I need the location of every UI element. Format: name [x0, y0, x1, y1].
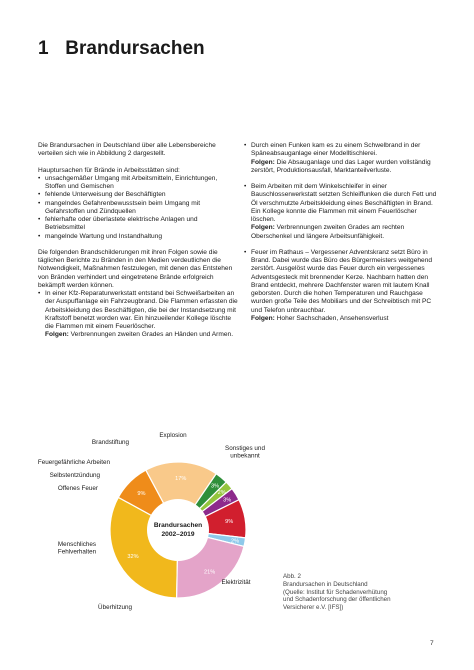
caption-figure-number: Abb. 2	[283, 573, 301, 580]
case-text: In einer Kfz-Reparaturwerkstatt entstand bei Schweißarbeiten an der Auspuffanlage ein Fahrzeugbrand. Die Flammen erfassten die Arbeitskleidung des Beschäftigten, die bei der Instandsetzung mit Kraftstoff benetzt worden war. Ein hinzueilender Kollege löschte die Flammen mit einem Feuerlöscher.	[45, 290, 238, 330]
caption-title: Brandursachen in Deutschland	[283, 580, 368, 588]
pie-value-label: 17%	[175, 476, 187, 483]
pie-value-label: 21%	[203, 569, 216, 576]
list-item: • mangelndes Gefahrenbewusstsein beim Umgang mit Gefahrstoffen und Zündquellen	[38, 200, 238, 217]
case-kfz-werkstatt: • In einer Kfz-Reparaturwerkstatt entstand bei Schweißarbeiten an der Auspuffanlage ein Fahrzeugbrand. Die Flammen erfassten die Arbeitskleidung des Beschäftigten, die bei der Instandsetzung mit Kraftstoff benetzt worden war. Ein hinzueilender Kollege löschte die Flammen mit einem Feuerlöscher. Folgen: Verbrennungen zweiten Grades an Händen und Armen.	[38, 290, 238, 339]
section-title: Brandursachen	[65, 38, 205, 59]
caption-source-line: Versicherer e.V. [IFS])	[283, 604, 344, 612]
case-tischlerei: • Durch einen Funken kam es zu einem Schwelbrand in der Späneabsauganlage einer Modelltischlerei. Folgen: Die Absauganlage und das Lager wurden vollständig zerstört, Produktionsausfall, Marktanteilverluste.	[244, 142, 431, 174]
left-column	[38, 142, 238, 340]
pie-category-label: Elektrizität	[221, 579, 251, 586]
pie-category-label: Menschliches Fehlverhalten	[57, 541, 97, 556]
pie-center-label-line1: Brandursachen	[153, 522, 203, 529]
folgen-label: Folgen:	[45, 331, 69, 339]
case-text: Durch einen Funken kam es zu einem Schwelbrand in der Späneabsauganlage einer Modelltischlerei.	[251, 142, 421, 158]
list-item: • fehlerhafte oder überlastete elektrische Anlagen und Betriebsmittel	[38, 216, 238, 233]
hauptursachen-title: Hauptursachen für Brände in Arbeitsstätten sind:	[38, 166, 180, 174]
caption-source-line: und Schadenforschung der öffentlichen	[283, 596, 391, 604]
case-text: Feuer im Rathaus – Vergessener Adventskranz setzt Büro in Brand. Dabei wurde das Büro des Bürgermeisters weitgehend zerstört. Ausgelöst wurde das Feuer durch ein vergessenes Adventsgesteck mit brennender Kerze. Nachbarn hatten den Brand entdeckt, mehrere Dachfenster waren mit lautem Knall geborsten. Durch die hohen Temperaturen und Rauchgase wurden große Teile des Mobiliars und der Schreibtisch mit PC und Telefon unbrauchbar.	[251, 248, 433, 314]
pie-value-label: 2%	[231, 538, 240, 545]
intro-paragraph: Die Brandursachen in Deutschland über alle Lebensbereiche verteilen sich wie in Abbildung 2 dargestellt.	[38, 142, 216, 158]
pie-category-label: Offenes Feuer	[57, 485, 98, 492]
hauptursachen-list	[38, 175, 238, 241]
case-rathaus: • Feuer im Rathaus – Vergessener Adventskranz setzt Büro in Brand. Dabei wurde das Büro des Bürgermeisters weitgehend zerstört. Ausgelöst wurde das Feuer durch ein vergessenes Adventsgesteck mit brennender Kerze. Nachbarn hatten den Brand entdeckt, mehrere Dachfenster waren mit lautem Knall geborsten. Durch die hohen Temperaturen und Rauchgase wurden große Teile des Mobiliars und der Schreibtisch mit PC und Telefon unbrauchbar. Folgen: Hoher Sachschaden, Ansehensverlust	[244, 248, 433, 322]
right-column	[244, 142, 440, 323]
pie-value-label: 2%	[217, 489, 226, 496]
pie-value-label: 3%	[211, 483, 220, 490]
section-heading	[38, 38, 205, 60]
schilderungen-intro: Die folgenden Brandschilderungen mit ihren Folgen sowie die täglichen Berichte zu Bränden in den Medien verdeutlichen die Notwendigkeit, Maßnahmen festzulegen, mit denen das Entstehen von Bränden verhindert und eingetretene Brände erfolgreich bekämpft werden können.	[38, 248, 233, 289]
pie-value-label: 32%	[127, 554, 139, 561]
pie-value-label: 3%	[223, 497, 232, 504]
section-number: 1	[38, 38, 49, 59]
folgen-label: Folgen:	[251, 158, 275, 166]
pie-center-hole	[147, 499, 209, 561]
figure-caption	[283, 573, 443, 612]
pie-category-label: Selbstentzündung	[49, 472, 100, 479]
folgen-label: Folgen:	[251, 224, 275, 232]
pie-value-label: 9%	[225, 519, 234, 526]
list-item: • unsachgemäßer Umgang mit Arbeitsmitteln, Einrichtungen, Stoffen und Gemischen	[38, 175, 238, 192]
folgen-label: Folgen:	[251, 314, 275, 322]
pie-category-label: Feuergefährliche Arbeiten	[37, 459, 110, 466]
pie-category-label: Explosion	[159, 432, 187, 439]
caption-source-line: (Quelle: Institut für Schadenverhütung	[283, 588, 388, 596]
list-item: • mangelnde Wartung und Instandhaltung	[38, 233, 238, 241]
pie-center-label-line2: 2002–2019	[161, 531, 195, 538]
folgen-text: Hoher Sachschaden, Ansehensverlust	[274, 314, 389, 322]
folgen-text: Die Absauganlage und das Lager wurden vollständig zerstört, Produktionsausfall, Marktanteilverluste.	[251, 158, 431, 174]
case-text: Beim Arbeiten mit dem Winkelschleifer in einer Bauschlosserwerkstatt setzten Schleiffunken die durch Fett und Öl verschmutzte Arbeitskleidung eines Beschäftigten in Brand. Ein Kollege konnte die Flammen mit einem Feuerlöscher löschen.	[251, 183, 437, 223]
folgen-text: Verbrennungen zweiten Grades an Händen und Armen.	[68, 331, 234, 339]
case-winkelschleifer: • Beim Arbeiten mit dem Winkelschleifer in einer Bauschlosserwerkstatt setzten Schleiffunken die durch Fett und Öl verschmutzte Arbeitskleidung eines Beschäftigten in Brand. Ein Kollege konnte die Flammen mit einem Feuerlöscher löschen. Folgen: Verbrennungen zweiten Grades am rechten Oberschenkel und längere Arbeitsunfähigkeit.	[244, 183, 437, 240]
pie-category-label: Überhitzung	[98, 604, 132, 611]
folgen-text: Verbrennungen zweiten Grades am rechten Oberschenkel und längere Arbeitsunfähigkeit.	[251, 224, 405, 240]
page-number: 7	[430, 640, 434, 647]
pie-value-label: 9%	[137, 491, 146, 498]
list-item: • fehlende Unterweisung der Beschäftigten	[38, 191, 238, 199]
pie-category-label: Sonstiges und unbekannt	[225, 445, 265, 460]
pie-category-label: Brandstiftung	[91, 439, 129, 446]
